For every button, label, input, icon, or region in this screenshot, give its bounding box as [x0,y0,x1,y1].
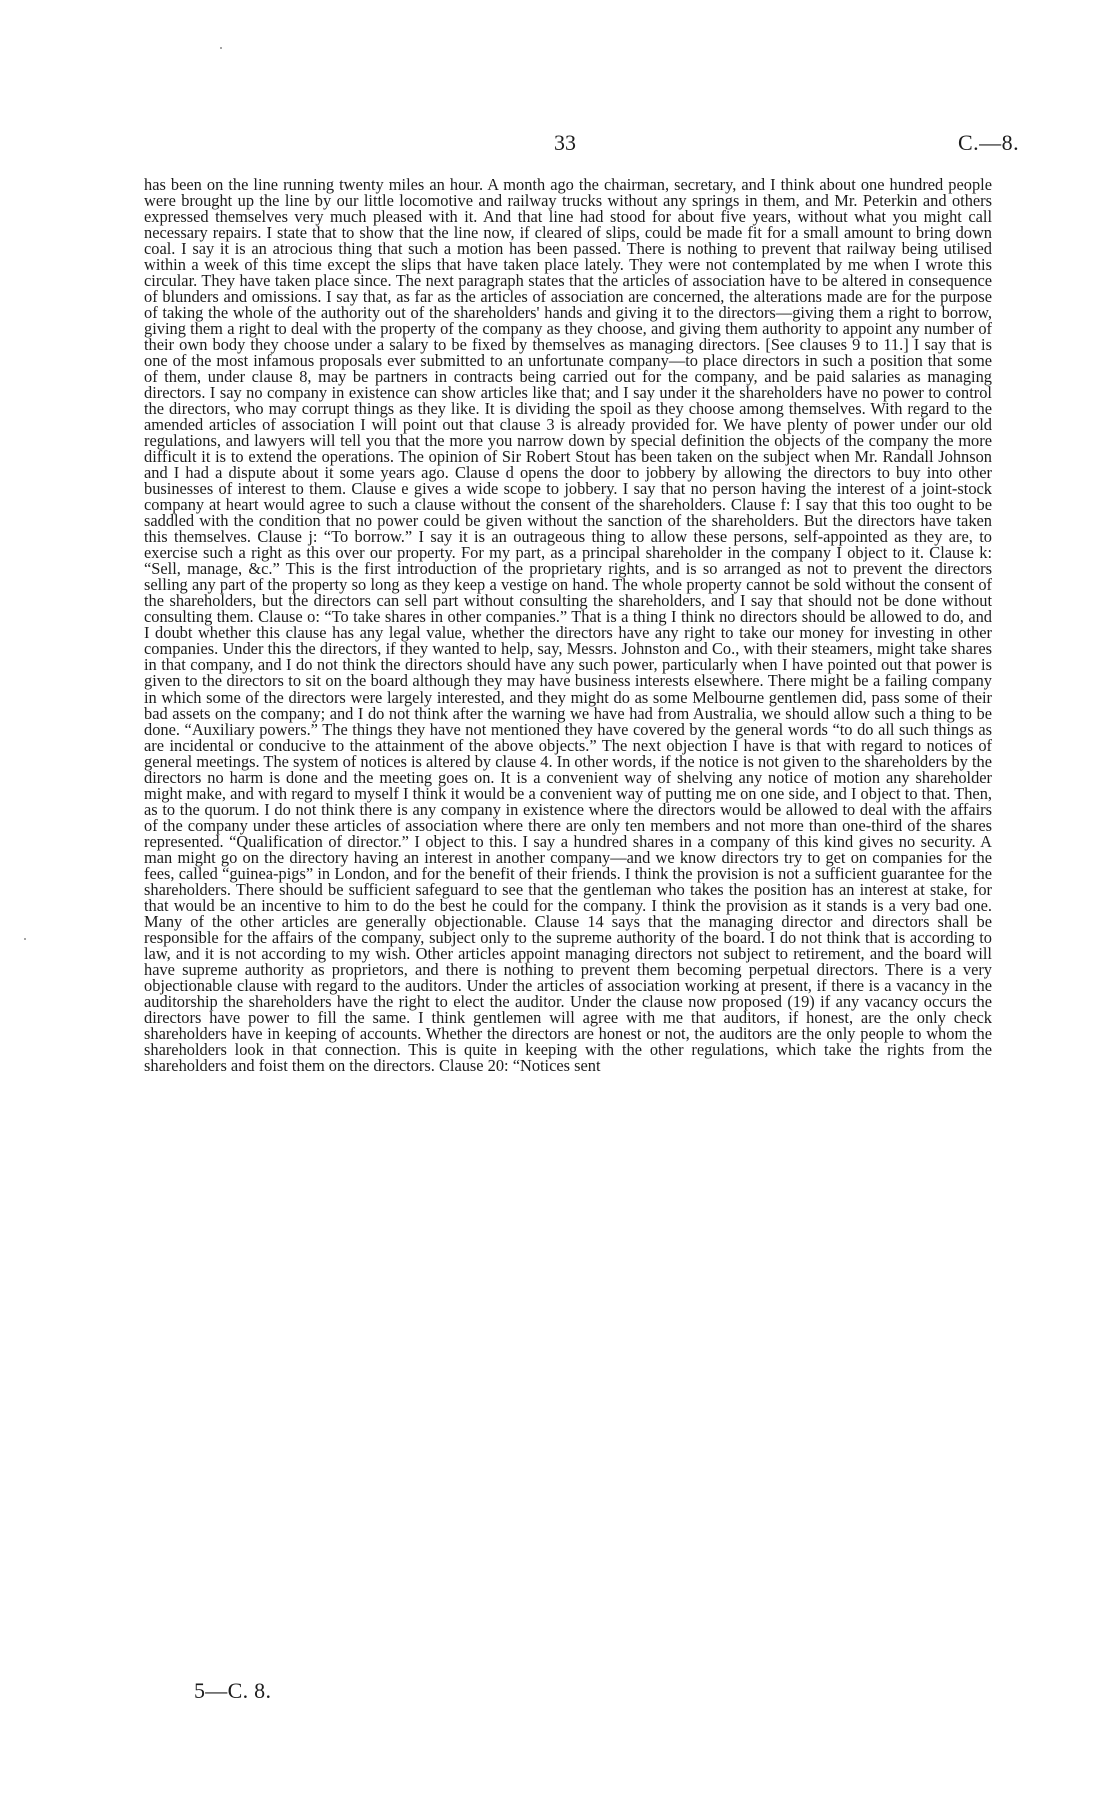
page-number: 33 [554,130,576,155]
signature-mark: 5—C. 8. [194,1678,272,1703]
document-reference: C.—8. [958,130,1020,155]
body-text [144,177,992,1074]
scan-speck [24,938,26,940]
body-paragraph: has been on the line running twenty miles an hour. A month ago the chairman, secretary, and I think about one hundred people were brought up the line by our little locomotive and railway trucks without any springs in them, and Mr. Peterkin and others expressed themselves very much pleased with it. And that line had stood for about five years, without what you might call necessary repairs. I state that to show that the line now, if cleared of slips, could be made fit for a small amount to bring down coal. I say it is an atrocious thing that such a motion has been passed. There is nothing to prevent that railway being utilised within a week of this time except the slips that have taken place lately. They were not contemplated by me when I wrote this circular. They have taken place since. The next paragraph states that the articles of association have to be altered in consequence of blunders and omissions. I say that, as far as the articles of association are concerned, the alterations made are for the purpose of taking the whole of the authority out of the shareholders' hands and giving it to the directors—giving them a right to borrow, giving them a right to deal with the property of the company as they choose, and giving them authority to appoint any number of their own body they choose under a salary to be fixed by themselves as managing directors. [See clauses 9 to 11.] I say that is one of the most infamous proposals ever submitted to an unfortunate company—to place directors in such a position that some of them, under clause 8, may be partners in contracts being carried out for the company, and be paid salaries as managing directors. I say no company in existence can show articles like that; and I say under it the shareholders have no power to control the directors, who may corrupt things as they like. It is dividing the spoil as they choose among themselves. With regard to the amended articles of association I will point out that clause 3 is already provided for. We have plenty of power under our old regulations, and lawyers will tell you that the more you narrow down by special definition the objects of the company the more difficult it is to extend the operations. The opinion of Sir Robert Stout has been taken on the subject when Mr. Randall Johnson and I had a dispute about it some years ago. Clause d opens the door to jobbery by allowing the directors to buy into other businesses of interest to them. Clause e gives a wide scope to jobbery. I say that no person having the interest of a joint-stock company at heart would agree to such a clause without the consent of the shareholders. Clause f: I say that this too ought to be saddled with the condition that no power could be given without the sanction of the shareholders. But the directors have taken this themselves. Clause j: “To borrow.” I say it is an outrageous thing to allow these persons, self-appointed as they are, to exercise such a right as this over our property. For my part, as a principal shareholder in the company I object to it. Clause k: “Sell, manage, &c.” This is the first introduction of the proprietary rights, and is so arranged as not to prevent the directors selling any part of the property so long as they keep a vestige on hand. The whole property cannot be sold without the consent of the shareholders, but the directors can sell part without consulting the shareholders, and I say that should not be done without consulting them. Clause o: “To take shares in other companies.” That is a thing I think no directors should be allowed to do, and I doubt whether this clause has any legal value, whether the directors have any right to take our money for investing in other companies. Under this the directors, if they wanted to help, say, Messrs. Johnston and Co., with their steamers, might take shares in that company, and I do not think the directors should have any such power, particularly when I have pointed out that power is given to the directors to sit on the board although they may have business interests elsewhere. There might be a failing company in which some of the directors were largely interested, and they might do as some Melbourne gentlemen did, pass some of their bad assets on the company; and I do not think after the warning we have had from Australia, we should allow such a thing to be done. “Auxiliary powers.” The things they have not mentioned they have covered by the general words “to do all such things as are incidental or conducive to the attainment of the above objects.” The next objection I have is that with regard to notices of general meetings. The system of notices is altered by clause 4. In other words, if the notice is not given to the shareholders by the directors no harm is done and the meeting goes on. It is a convenient way of shelving any notice of motion any shareholder might make, and with regard to myself I think it would be a convenient way of putting me on one side, and I object to that. Then, as to the quorum. I do not think there is any company in existence where the directors would be allowed to deal with the affairs of the company under these articles of association where there are only ten members and not more than one-third of the shares represented. “Qualification of director.” I object to this. I say a hundred shares in a company of this kind gives no security. A man might go on the directory having an interest in another company—and we know directors try to get on companies for the fees, called “guinea-pigs” in London, and for the benefit of their friends. I think the provision is not a sufficient guarantee for the shareholders. There should be sufficient safeguard to see that the gentleman who takes the position has an interest at stake, for that would be an incentive to him to do the best he could for the company. I think the provision as it stands is a very bad one. Many of the other articles are generally objectionable. Clause 14 says that the managing director and directors shall be responsible for the affairs of the company, subject only to the supreme authority of the board. I do not think that is according to law, and it is not according to my wish. Other articles appoint managing directors not subject to retirement, and the board will have supreme authority as proprietors, and there is nothing to prevent them becoming perpetual directors. There is a very objectionable clause with regard to the auditors. Under the articles of association working at present, if there is a vacancy in the auditorship the shareholders have the right to elect the auditor. Under the clause now proposed (19) if any vacancy occurs the directors have power to fill the same. I think gentlemen will agree with me that auditors, if honest, are the only check shareholders have in keeping of accounts. Whether the directors are honest or not, the auditors are the only people to whom the shareholders look in that connection. This is quite in keeping with the other regulations, which take the rights from the shareholders and foist them on the directors. Clause 20: “Notices sent [144,175,992,1075]
page-header [0,130,1114,160]
scan-speck [220,47,222,49]
